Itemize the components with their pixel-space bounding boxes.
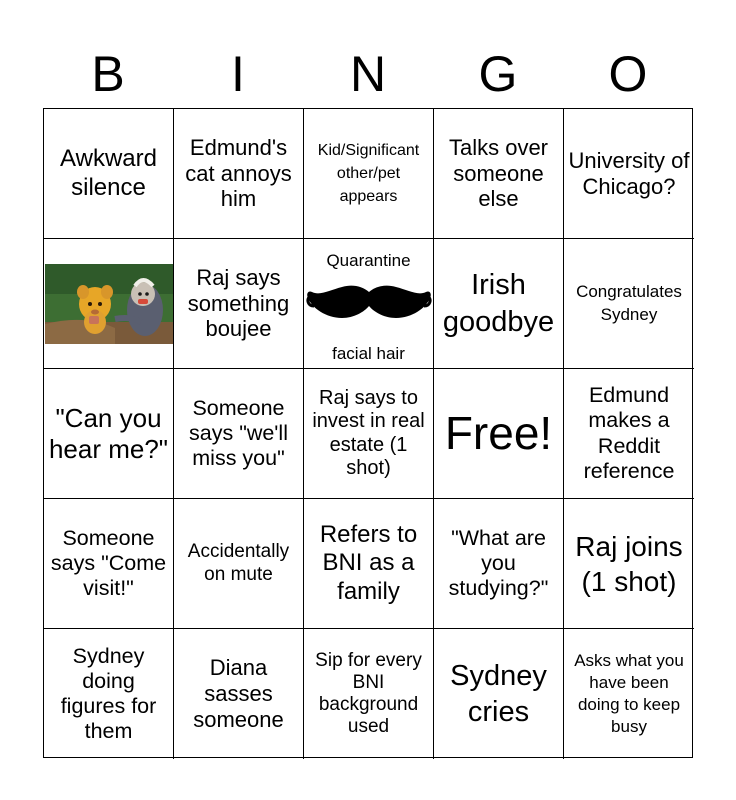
bingo-cell[interactable] <box>44 369 174 499</box>
cell-text: Irish goodbye <box>442 269 555 338</box>
cell-text: Diana sasses someone <box>193 655 284 732</box>
cell-text: Talks over someone else <box>448 134 549 212</box>
header-letter-i: I <box>231 46 245 102</box>
bingo-cell[interactable] <box>174 629 304 759</box>
cell-text: "Can you hear me?" <box>48 403 169 464</box>
cell-text-bottom: facial hair <box>332 344 405 363</box>
bingo-cell[interactable] <box>304 109 434 239</box>
cell-text: Raj says to invest in real estate (1 shot) <box>312 386 425 479</box>
cell-text: Accidentally on mute <box>187 541 290 585</box>
bingo-cell[interactable] <box>44 499 174 629</box>
bingo-cell[interactable] <box>434 629 564 759</box>
bingo-board <box>43 108 693 758</box>
lion-king-cartoon-image <box>45 264 173 344</box>
free-space-text: Free! <box>444 406 553 459</box>
bingo-cell[interactable] <box>434 239 564 369</box>
cell-text: Kid/Significant other/pet appears <box>317 141 420 206</box>
header-letter-o: O <box>608 46 648 102</box>
bingo-cell[interactable] <box>564 629 694 759</box>
cell-text: Edmund makes a Reddit reference <box>583 383 675 483</box>
cell-text: Asks what you have been doing to keep busy <box>574 650 684 737</box>
cell-text: Awkward silence <box>60 145 157 201</box>
header-letter-b: B <box>91 46 125 102</box>
cell-text: Congratulates Sydney <box>576 282 682 324</box>
bingo-cell[interactable] <box>564 239 694 369</box>
cell-text: Someone says "Come visit!" <box>50 525 167 601</box>
bingo-cell[interactable] <box>434 499 564 629</box>
mustache-cell-content <box>304 239 433 368</box>
header-letter-n: N <box>349 46 387 102</box>
cell-text: University of Chicago? <box>568 147 690 199</box>
cell-text: Someone says "we'll miss you" <box>189 395 288 471</box>
bingo-cell[interactable] <box>434 109 564 239</box>
bingo-cell[interactable] <box>44 109 174 239</box>
cell-text-top: Quarantine <box>326 251 411 270</box>
cell-text: Edmund's cat annoys him <box>185 134 292 212</box>
bingo-header <box>43 40 693 108</box>
bingo-cell[interactable] <box>564 109 694 239</box>
bingo-cell[interactable] <box>564 499 694 629</box>
bingo-cell[interactable] <box>304 629 434 759</box>
cell-text: Refers to BNI as a family <box>319 521 418 605</box>
bingo-cell[interactable] <box>304 369 434 499</box>
mustache-icon <box>304 282 434 326</box>
cell-text: "What are you studying?" <box>448 525 549 601</box>
cell-text: Raj says something boujee <box>187 264 290 342</box>
bingo-cell[interactable] <box>174 499 304 629</box>
bingo-cell[interactable] <box>564 369 694 499</box>
bingo-cell[interactable] <box>174 109 304 239</box>
bingo-cell[interactable] <box>44 629 174 759</box>
cell-text: Raj joins (1 shot) <box>575 530 683 597</box>
bingo-cell-image[interactable] <box>44 239 174 369</box>
bingo-cell-mustache[interactable] <box>304 239 434 369</box>
cell-text: Sip for every BNI background used <box>315 649 422 738</box>
bingo-cell-free[interactable] <box>434 369 564 499</box>
bingo-cell[interactable] <box>174 369 304 499</box>
bingo-cell[interactable] <box>304 499 434 629</box>
cell-text: Sydney doing figures for them <box>60 643 157 744</box>
cell-text: Sydney cries <box>450 659 547 728</box>
header-letter-g: G <box>478 46 518 102</box>
bingo-cell[interactable] <box>174 239 304 369</box>
